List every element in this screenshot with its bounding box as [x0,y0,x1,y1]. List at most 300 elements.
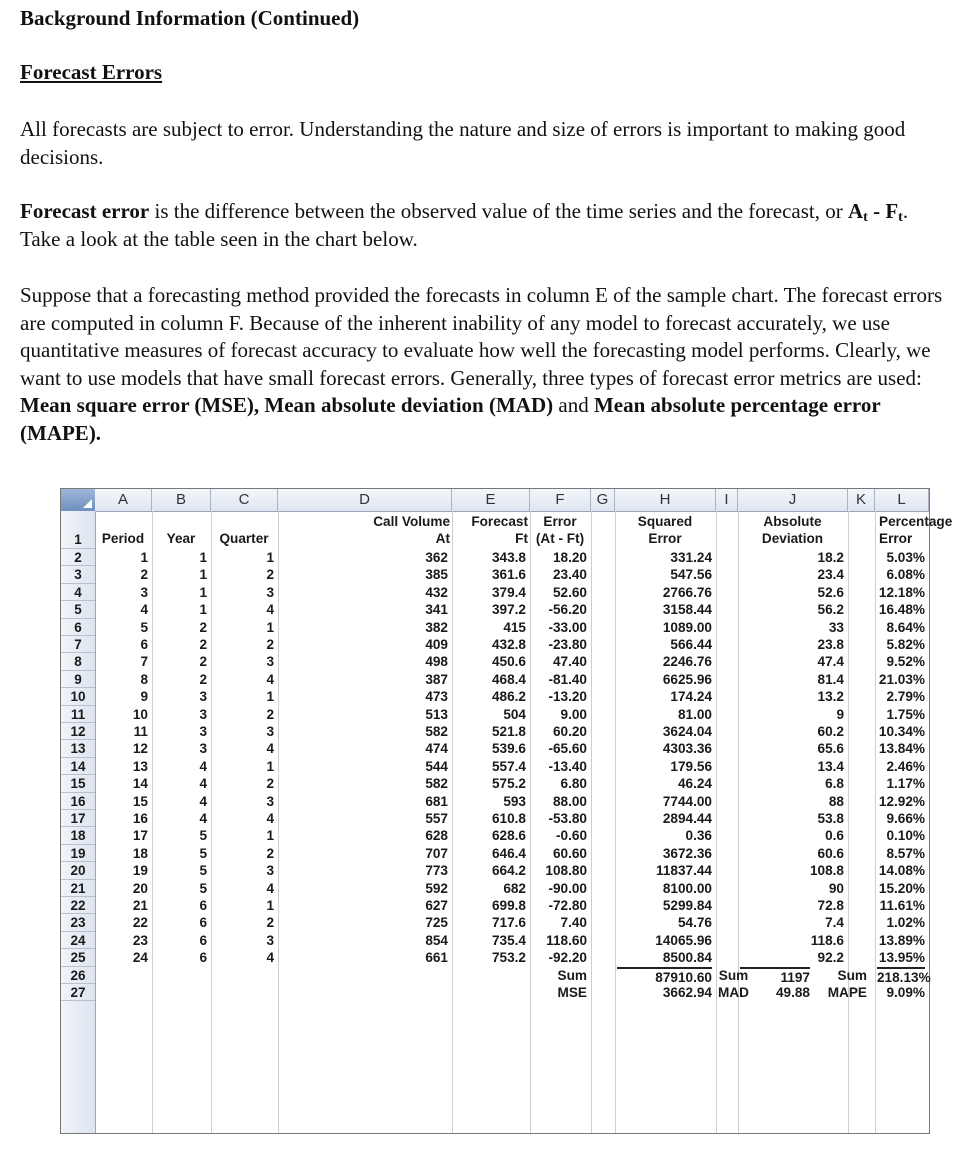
cell-squared-error[interactable]: 5299.84 [662,898,712,913]
cell-error[interactable]: 6.80 [560,776,587,792]
cell-absolute-deviation[interactable]: 88 [828,793,844,809]
table-row [95,636,929,653]
cell-year[interactable]: 3 [199,689,207,705]
table-header-row [95,511,953,549]
cell-call-volume[interactable]: 627 [425,898,448,913]
cell-quarter[interactable]: 2 [266,637,274,652]
sum-absolute-deviation[interactable]: 1197 [740,967,810,984]
row-header-10[interactable]: 10 [61,688,95,705]
row-header-13[interactable]: 13 [61,740,95,757]
row-header-15[interactable]: 15 [61,775,95,792]
cell-quarter[interactable]: 1 [266,828,274,844]
cell-quarter[interactable]: 1 [266,550,274,565]
cell-percentage-error[interactable]: 0.10% [886,828,925,844]
table-row [95,671,929,688]
cell-period[interactable]: 19 [132,863,148,879]
cell-squared-error[interactable]: 46.24 [677,776,712,792]
cell-absolute-deviation[interactable]: 108.8 [809,863,844,879]
cell-forecast[interactable]: 664.2 [491,863,526,879]
cell-absolute-deviation[interactable]: 0.6 [825,828,844,844]
cell-period[interactable]: 20 [132,880,148,896]
row-header-20[interactable]: 20 [61,862,95,879]
cell-absolute-deviation[interactable]: 23.4 [817,567,844,583]
cell-year[interactable]: 4 [199,793,207,809]
cell-percentage-error[interactable]: 10.34% [878,724,925,739]
column-header-d[interactable]: D [278,489,452,511]
cell-percentage-error[interactable]: 5.03% [886,550,925,565]
cell-period[interactable]: 1 [140,550,148,565]
cell-squared-error[interactable]: 81.00 [677,706,712,722]
cell-forecast[interactable]: 628.6 [491,828,526,844]
cell-absolute-deviation[interactable]: 118.6 [810,932,844,948]
row-header-24[interactable]: 24 [61,932,95,949]
mad-value[interactable]: 49.88 [775,985,810,1000]
table-row [95,758,929,775]
cell-quarter[interactable]: 2 [266,776,274,792]
cell-quarter[interactable]: 1 [266,689,274,705]
cell-period[interactable]: 21 [132,898,148,913]
cell-squared-error[interactable]: 1089.00 [662,619,712,635]
cell-year[interactable]: 5 [199,828,207,844]
cell-absolute-deviation[interactable]: 9 [836,706,844,722]
cell-call-volume[interactable]: 661 [425,950,448,966]
cell-error[interactable]: -13.40 [548,758,587,774]
cell-year[interactable]: 1 [199,550,207,565]
cell-year[interactable]: 1 [199,584,207,600]
column-header-f[interactable]: F [530,489,591,511]
cell-percentage-error[interactable]: 13.84% [878,741,925,757]
cell-absolute-deviation[interactable]: 72.8 [817,898,844,913]
cell-year[interactable]: 1 [199,567,207,583]
cell-year[interactable]: 3 [199,724,207,739]
row-header-27[interactable]: 27 [61,984,95,1001]
cell-call-volume[interactable]: 773 [425,863,448,879]
column-header-h[interactable]: H [615,489,716,511]
cell-percentage-error[interactable]: 12.92% [878,793,925,809]
sum-squared-error[interactable]: 87910.60 [617,967,712,984]
intro-paragraph: All forecasts are subject to error. Understanding the nature and size of errors is important to making good decisions. [20,117,906,169]
cell-period[interactable]: 6 [140,637,148,652]
cell-forecast[interactable]: 575.2 [491,776,526,792]
mape-value[interactable]: 9.09% [886,985,925,1000]
cell-squared-error[interactable]: 174.24 [670,689,712,705]
cell-squared-error[interactable]: 54.76 [677,915,712,931]
cell-absolute-deviation[interactable]: 52.6 [817,584,844,600]
cell-period[interactable]: 23 [132,932,148,948]
cell-period[interactable]: 13 [132,758,148,774]
row-header-17[interactable]: 17 [61,810,95,827]
column-header-j[interactable]: J [738,489,848,511]
column-header-b[interactable]: B [152,489,211,511]
row-header-9[interactable]: 9 [61,671,95,688]
column-header-i[interactable]: I [716,489,738,511]
cell-forecast[interactable]: 717.6 [491,915,526,931]
cell-error[interactable]: -33.00 [548,619,587,635]
term-mse-mad: Mean square error (MSE), Mean absolute deviation (MAD) [20,393,554,417]
cell-error[interactable]: -0.60 [556,828,587,844]
cell-period[interactable]: 16 [132,811,148,826]
cell-percentage-error[interactable]: 8.64% [886,619,925,635]
cell-squared-error[interactable]: 6625.96 [662,671,712,687]
cell-forecast[interactable]: 610.8 [491,811,526,826]
cell-error[interactable]: -13.20 [548,689,587,705]
cell-call-volume[interactable]: 582 [425,724,448,739]
cell-absolute-deviation[interactable]: 92.2 [817,950,844,966]
row-header-14[interactable]: 14 [61,758,95,775]
cell-period[interactable]: 7 [140,654,148,670]
cell-period[interactable]: 2 [140,567,148,583]
cell-percentage-error[interactable]: 12.18% [878,584,925,600]
column-header-g[interactable]: G [591,489,615,511]
cell-percentage-error[interactable]: 14.08% [878,863,925,879]
cell-squared-error[interactable]: 331.24 [670,550,712,565]
cell-error[interactable]: 60.20 [552,724,587,739]
table-row [95,932,929,949]
row-header-1[interactable]: 1 [61,511,95,549]
row-header-22[interactable]: 22 [61,897,95,914]
cell-error[interactable]: 52.60 [552,584,587,600]
cell-percentage-error[interactable]: 2.46% [886,758,925,774]
cell-error[interactable]: 108.80 [545,863,587,879]
cell-forecast[interactable]: 646.4 [491,845,526,861]
cell-percentage-error[interactable]: 2.79% [886,689,925,705]
cell-absolute-deviation[interactable]: 60.2 [817,724,844,739]
cell-quarter[interactable]: 3 [266,724,274,739]
cell-call-volume[interactable]: 473 [425,689,448,705]
table-row [95,740,929,757]
table-row [95,827,929,844]
cell-squared-error[interactable]: 8100.00 [662,880,712,896]
term-mape: Mean absolute percentage error (MAPE). [20,393,881,445]
column-header-e[interactable]: E [452,489,530,511]
cell-forecast[interactable]: 486.2 [491,689,526,705]
cell-quarter[interactable]: 3 [266,793,274,809]
column-header-k[interactable]: K [848,489,875,511]
cell-year[interactable]: 6 [199,950,207,966]
row-header-11[interactable]: 11 [61,706,95,723]
row-header-16[interactable]: 16 [61,793,95,810]
cell-quarter[interactable]: 3 [266,932,274,948]
cell-error[interactable]: -53.80 [548,811,587,826]
row-header-18[interactable]: 18 [61,827,95,844]
cell-call-volume[interactable]: 385 [425,567,448,583]
row-header-8[interactable]: 8 [61,653,95,670]
table-row [95,723,929,740]
table-row [95,706,929,723]
cell-squared-error[interactable]: 566.44 [670,637,712,652]
cell-forecast[interactable]: 521.8 [491,724,526,739]
header-call-volume[interactable]: Call Volume At [373,514,450,546]
cell-error[interactable]: 7.40 [560,915,587,931]
row-header-19[interactable]: 19 [61,845,95,862]
cell-absolute-deviation[interactable]: 65.6 [817,741,844,757]
cell-period[interactable]: 9 [140,689,148,705]
cell-year[interactable]: 6 [199,915,207,931]
cell-call-volume[interactable]: 341 [425,602,448,618]
cell-call-volume[interactable]: 474 [425,741,448,757]
cell-forecast[interactable]: 557.4 [491,758,526,774]
cell-absolute-deviation[interactable]: 13.2 [817,689,844,705]
cell-squared-error[interactable]: 2894.44 [662,811,712,826]
cell-forecast[interactable]: 504 [503,706,526,722]
cell-period[interactable]: 11 [133,724,148,739]
cell-percentage-error[interactable]: 13.89% [878,932,925,948]
cell-call-volume[interactable]: 628 [425,828,448,844]
table-row [95,584,929,601]
cell-absolute-deviation[interactable]: 7.4 [825,915,844,931]
cell-error[interactable]: 18.20 [552,550,587,565]
cell-quarter[interactable]: 4 [266,880,274,896]
cell-error[interactable]: 88.00 [552,793,587,809]
cell-absolute-deviation[interactable]: 13.4 [817,758,844,774]
cell-year[interactable]: 3 [199,741,207,757]
cell-year[interactable]: 6 [199,898,207,913]
cell-percentage-error[interactable]: 5.82% [886,637,925,652]
cell-squared-error[interactable]: 547.56 [670,567,712,583]
cell-call-volume[interactable]: 681 [425,793,448,809]
cell-quarter[interactable]: 1 [266,898,274,913]
row-header-12[interactable]: 12 [61,723,95,740]
cell-period[interactable]: 8 [140,671,148,687]
table-row [95,810,929,827]
label-mad[interactable]: MAD [718,985,749,1000]
cell-percentage-error[interactable]: 11.61% [879,898,925,913]
cell-forecast[interactable]: 682 [503,880,526,896]
cell-call-volume[interactable]: 513 [425,706,448,722]
cell-error[interactable]: -81.40 [548,671,587,687]
label-sum[interactable]: Sum [718,967,749,983]
header-error[interactable]: Error (At - Ft) [535,514,585,546]
cell-call-volume[interactable]: 382 [425,619,448,635]
cell-call-volume[interactable]: 544 [425,758,448,774]
cell-error[interactable]: -65.60 [548,741,587,757]
cell-year[interactable]: 1 [199,602,207,618]
cell-quarter[interactable]: 1 [266,619,274,635]
cell-quarter[interactable]: 4 [266,602,274,618]
header-year[interactable]: Year [166,531,196,546]
cell-forecast[interactable]: 450.6 [491,654,526,670]
header-quarter[interactable]: Quarter [219,531,269,546]
cell-squared-error[interactable]: 14065.96 [655,932,712,948]
cell-quarter[interactable]: 2 [266,567,274,583]
cell-squared-error[interactable]: 11837.44 [656,863,712,879]
cell-period[interactable]: 15 [132,793,148,809]
cell-quarter[interactable]: 2 [266,845,274,861]
cell-call-volume[interactable]: 387 [425,671,448,687]
cell-quarter[interactable]: 1 [266,758,274,774]
cell-quarter[interactable]: 4 [266,671,274,687]
cell-percentage-error[interactable]: 21.03% [878,671,925,687]
cell-percentage-error[interactable]: 9.66% [886,811,925,826]
cell-percentage-error[interactable]: 8.57% [886,845,925,861]
row-header-23[interactable]: 23 [61,914,95,931]
cell-period[interactable]: 5 [140,619,148,635]
cell-forecast[interactable]: 379.4 [491,584,526,600]
table-row [95,566,929,583]
cell-call-volume[interactable]: 432 [425,584,448,600]
cell-error[interactable]: 23.40 [552,567,587,583]
cell-quarter[interactable]: 2 [266,706,274,722]
cell-squared-error[interactable]: 0.36 [685,828,712,844]
cell-period[interactable]: 4 [140,602,148,618]
cell-year[interactable]: 4 [199,758,207,774]
label-mape[interactable]: MAPE [827,985,867,1000]
label-sum[interactable]: Sum [557,967,587,983]
cell-absolute-deviation[interactable]: 47.4 [817,654,844,670]
cell-absolute-deviation[interactable]: 53.8 [817,811,844,826]
row-headers [61,511,96,1133]
cell-call-volume[interactable]: 707 [425,845,448,861]
table-row [95,845,929,862]
cell-quarter[interactable]: 4 [266,741,274,757]
cell-percentage-error[interactable]: 9.52% [886,654,925,670]
cell-forecast[interactable]: 539.6 [491,741,526,757]
cell-period[interactable]: 12 [132,741,148,757]
cell-squared-error[interactable]: 179.56 [670,758,712,774]
row-header-2[interactable]: 2 [61,549,95,566]
label-sum[interactable]: Sum [837,967,867,983]
cell-absolute-deviation[interactable]: 60.6 [817,845,844,861]
row-header-4[interactable]: 4 [61,584,95,601]
cell-year[interactable]: 2 [199,671,207,687]
cell-call-volume[interactable]: 557 [425,811,448,826]
cell-squared-error[interactable]: 3624.04 [662,724,712,739]
cell-quarter[interactable]: 4 [266,811,274,826]
cell-year[interactable]: 4 [199,811,207,826]
mse-value[interactable]: 3662.94 [662,985,712,1000]
row-header-26[interactable]: 26 [61,967,95,984]
cell-call-volume[interactable]: 592 [425,880,448,896]
row-header-6[interactable]: 6 [61,619,95,636]
cell-forecast[interactable]: 753.2 [491,950,526,966]
cell-period[interactable]: 18 [132,845,148,861]
cell-forecast[interactable]: 468.4 [491,671,526,687]
cell-error[interactable]: -23.80 [548,637,587,652]
cell-call-volume[interactable]: 854 [425,932,448,948]
cell-absolute-deviation[interactable]: 90 [828,880,844,896]
cell-call-volume[interactable]: 582 [425,776,448,792]
cell-year[interactable]: 2 [199,619,207,635]
cell-percentage-error[interactable]: 15.20% [878,880,925,896]
cell-absolute-deviation[interactable]: 56.2 [817,602,844,618]
cell-period[interactable]: 10 [132,706,148,722]
label-mse[interactable]: MSE [557,985,587,1000]
cell-forecast[interactable]: 343.8 [491,550,526,565]
cell-forecast[interactable]: 361.6 [491,567,526,583]
cell-absolute-deviation[interactable]: 81.4 [817,671,844,687]
cell-period[interactable]: 17 [132,828,148,844]
cell-squared-error[interactable]: 8500.84 [662,950,712,966]
row-header-21[interactable]: 21 [61,880,95,897]
column-headers [61,489,929,512]
cell-call-volume[interactable]: 362 [425,550,448,565]
cell-year[interactable]: 5 [199,845,207,861]
row-header-5[interactable]: 5 [61,601,95,618]
cell-error[interactable]: -72.80 [548,898,587,913]
cell-squared-error[interactable]: 7744.00 [662,793,712,809]
cell-squared-error[interactable]: 3158.44 [662,602,712,618]
table-row [95,619,929,636]
row-header-25[interactable]: 25 [61,949,95,966]
cell-squared-error[interactable]: 2766.76 [662,584,712,600]
column-header-l[interactable]: L [875,489,929,511]
section-heading: Forecast Errors [20,60,163,84]
cell-forecast[interactable]: 593 [503,793,526,809]
cell-call-volume[interactable]: 725 [425,915,448,931]
cell-year[interactable]: 5 [199,880,207,896]
cell-error[interactable]: 47.40 [552,654,587,670]
header-absolute-deviation[interactable]: Absolute Deviation [761,514,824,546]
cell-squared-error[interactable]: 2246.76 [662,654,712,670]
cell-period[interactable]: 24 [132,950,148,966]
cell-period[interactable]: 22 [132,915,148,931]
cell-period[interactable]: 14 [132,776,148,792]
cell-period[interactable]: 3 [140,584,148,600]
header-squared-error[interactable]: Squared Error [637,514,693,546]
row-header-3[interactable]: 3 [61,566,95,583]
cell-error[interactable]: 60.60 [552,845,587,861]
cell-forecast[interactable]: 432.8 [491,637,526,652]
cell-error[interactable]: 9.00 [560,706,587,722]
cell-year[interactable]: 3 [199,706,207,722]
cell-percentage-error[interactable]: 13.95% [878,950,925,966]
cell-quarter[interactable]: 2 [266,915,274,931]
cell-error[interactable]: -90.00 [548,880,587,896]
cell-quarter[interactable]: 3 [266,654,274,670]
cell-forecast[interactable]: 397.2 [491,602,526,618]
sum-percentage-error[interactable]: 218.13% [877,967,925,984]
column-header-c[interactable]: C [211,489,278,511]
cell-error[interactable]: 118.60 [546,932,587,948]
table-row [95,949,929,966]
cell-absolute-deviation[interactable]: 33 [828,619,844,635]
row-header-7[interactable]: 7 [61,636,95,653]
cell-percentage-error[interactable]: 1.17% [886,776,925,792]
cell-year[interactable]: 5 [199,863,207,879]
cell-absolute-deviation[interactable]: 23.8 [817,637,844,652]
cell-quarter[interactable]: 4 [266,950,274,966]
cell-call-volume[interactable]: 498 [425,654,448,670]
cell-year[interactable]: 4 [199,776,207,792]
select-all-corner[interactable] [61,489,95,511]
cell-percentage-error[interactable]: 6.08% [886,567,925,583]
header-period[interactable]: Period [101,531,145,546]
cell-year[interactable]: 2 [199,654,207,670]
table-row [95,549,929,566]
cell-percentage-error[interactable]: 16.48% [878,602,925,618]
cell-absolute-deviation[interactable]: 6.8 [825,776,844,792]
cell-error[interactable]: -56.20 [548,602,587,618]
cell-call-volume[interactable]: 409 [425,637,448,652]
cell-absolute-deviation[interactable]: 18.2 [817,550,844,565]
cell-year[interactable]: 6 [199,932,207,948]
cell-squared-error[interactable]: 4303.36 [662,741,712,757]
cell-squared-error[interactable]: 3672.36 [662,845,712,861]
cell-percentage-error[interactable]: 1.75% [886,706,925,722]
cell-year[interactable]: 2 [199,637,207,652]
cell-forecast[interactable]: 699.8 [491,898,526,913]
table-row [95,862,929,879]
header-percentage-error[interactable]: Percentage Error [879,514,953,546]
header-forecast[interactable]: Forecast Ft [471,514,528,546]
cell-percentage-error[interactable]: 1.02% [886,915,925,931]
column-header-a[interactable]: A [95,489,152,511]
cell-forecast[interactable]: 735.4 [491,932,526,948]
cell-error[interactable]: -92.20 [548,950,587,966]
cell-quarter[interactable]: 3 [266,584,274,600]
cell-quarter[interactable]: 3 [266,863,274,879]
cell-forecast[interactable]: 415 [503,619,526,635]
